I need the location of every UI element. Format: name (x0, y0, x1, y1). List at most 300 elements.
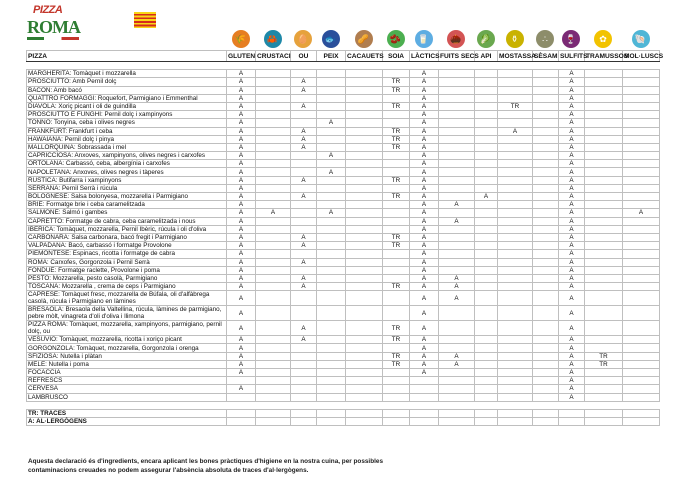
allergen-cell (623, 102, 660, 110)
allergen-cell (623, 176, 660, 184)
pizza-name: BRESAOLA: Bresaola della Valtellina, rúcula, làmines de parmigiano, pebre mòlt, vinagreta d'oli d'oliva i llimona (27, 306, 227, 321)
allergen-cell (498, 344, 533, 352)
legend-empty-cell (346, 409, 383, 417)
allergen-cell: TR (383, 352, 410, 360)
legend-empty-cell (317, 418, 346, 426)
allergen-cell: A (227, 369, 256, 377)
allergen-cell (585, 119, 623, 127)
pizza-name: BRIE: Formatge brie i ceba caramelitzada (27, 201, 227, 209)
pizza-name: FRANKFURT: Frankfurt i ceba (27, 127, 227, 135)
legend-empty-cell (410, 418, 439, 426)
allergen-cell: TR (383, 233, 410, 241)
spacer-cell (623, 401, 660, 409)
allergen-cell (623, 242, 660, 250)
allergen-cell (317, 233, 346, 241)
allergen-cell (498, 168, 533, 176)
allergen-cell: A (559, 102, 585, 110)
table-row (27, 111, 660, 119)
table-row (27, 160, 660, 168)
allergen-cell (383, 274, 410, 282)
allergen-cell (498, 291, 533, 306)
allergen-cell (498, 385, 533, 393)
allergen-cell: A (227, 135, 256, 143)
allergen-cell: A (410, 209, 439, 217)
pizza-name: SALMONE: Salmó i gambes (27, 209, 227, 217)
allergen-cell (291, 152, 317, 160)
allergen-table (26, 50, 664, 426)
allergen-cell: A (227, 152, 256, 160)
sulphites-icon: 🍷 (562, 30, 580, 48)
allergen-cell (533, 321, 559, 336)
soy-icon: 🫘 (387, 30, 405, 48)
allergen-cell: A (410, 233, 439, 241)
pizza-name: TOSCANA: Mozzarella , crema de ceps i Parmigiano (27, 283, 227, 291)
legend-empty-cell (498, 409, 533, 417)
legend-empty-cell (475, 418, 498, 426)
allergen-cell (475, 201, 498, 209)
gluten-icon: 🌾 (232, 30, 250, 48)
legend-empty-cell (317, 409, 346, 417)
allergen-cell (585, 306, 623, 321)
allergen-cell (533, 225, 559, 233)
allergen-cell: A (410, 193, 439, 201)
allergen-cell (623, 233, 660, 241)
allergen-cell (383, 119, 410, 127)
allergen-cell: A (439, 283, 475, 291)
allergen-cell (317, 111, 346, 119)
allergen-cell (346, 377, 383, 385)
allergen-cell (291, 217, 317, 225)
table-row (27, 168, 660, 176)
allergen-cell (475, 274, 498, 282)
legend-empty-cell (475, 409, 498, 417)
allergen-cell: A (227, 250, 256, 258)
pizza-name: CAPRICCIOSA: Anxoves, xampinyons, olives negres i carxofes (27, 152, 227, 160)
allergen-cell (623, 168, 660, 176)
allergen-cell (291, 344, 317, 352)
pizza-name: NAPOLETANA: Anxoves, olives negres i tàperes (27, 168, 227, 176)
allergen-cell (439, 119, 475, 127)
allergen-cell (256, 306, 291, 321)
spacer-cell (559, 62, 585, 70)
allergen-cell (623, 291, 660, 306)
allergen-cell (346, 217, 383, 225)
allergen-cell: A (559, 201, 585, 209)
allergen-cell (346, 360, 383, 368)
allergen-cell (291, 119, 317, 127)
allergen-cell (317, 184, 346, 192)
allergen-cell (533, 360, 559, 368)
allergen-cell (383, 393, 410, 401)
table-row (27, 102, 660, 110)
allergen-cell (346, 86, 383, 94)
allergen-cell (475, 184, 498, 192)
allergen-cell (475, 242, 498, 250)
allergen-cell (439, 344, 475, 352)
allergen-cell (256, 291, 291, 306)
allergen-cell (346, 160, 383, 168)
allergen-cell (498, 336, 533, 344)
allergen-cell: A (559, 344, 585, 352)
allergen-cell (623, 344, 660, 352)
allergen-cell (623, 352, 660, 360)
allergen-cell: A (410, 168, 439, 176)
allergen-cell: A (227, 283, 256, 291)
allergen-cell (291, 250, 317, 258)
allergen-cell: A (291, 283, 317, 291)
allergen-cell (623, 135, 660, 143)
spacer-cell (346, 62, 383, 70)
allergen-cell: A (227, 94, 256, 102)
allergen-cell (533, 135, 559, 143)
allergen-cell (533, 201, 559, 209)
allergen-cell: A (227, 291, 256, 306)
allergen-cell (498, 225, 533, 233)
allergen-cell (585, 78, 623, 86)
allergen-cell: TR (383, 127, 410, 135)
allergen-cell: A (410, 225, 439, 233)
allergen-cell: A (410, 250, 439, 258)
allergen-cell (623, 283, 660, 291)
allergen-cell (383, 266, 410, 274)
allergen-cell: A (559, 135, 585, 143)
allergen-cell (439, 152, 475, 160)
allergen-cell: A (227, 352, 256, 360)
allergen-cell (410, 377, 439, 385)
legend-empty-cell (291, 409, 317, 417)
allergen-cell (317, 377, 346, 385)
pizza-name: CAPRETTO: Formatge de cabra, ceba caramelitzada i nous (27, 217, 227, 225)
allergen-cell: A (227, 70, 256, 78)
allergen-cell (585, 184, 623, 192)
allergen-cell (533, 385, 559, 393)
allergen-cell (227, 393, 256, 401)
allergen-cell: A (410, 152, 439, 160)
allergen-cell (317, 344, 346, 352)
allergen-cell (256, 201, 291, 209)
column-header: LÀCTICS (411, 52, 440, 60)
allergen-cell: A (559, 274, 585, 282)
table-row (27, 250, 660, 258)
allergen-cell (346, 250, 383, 258)
allergen-cell (623, 127, 660, 135)
allergen-cell (623, 94, 660, 102)
column-header: OU (291, 51, 317, 62)
spacer-row (27, 62, 660, 70)
fish-icon: 🐟 (322, 30, 340, 48)
allergen-cell: A (410, 369, 439, 377)
allergen-cell (346, 78, 383, 86)
allergen-cell: A (559, 127, 585, 135)
allergen-cell (498, 70, 533, 78)
allergen-cell (475, 377, 498, 385)
legend-a: A: AL·LERGÒGENS (27, 418, 227, 426)
allergen-cell: A (291, 274, 317, 282)
allergen-cell (475, 225, 498, 233)
allergen-cell (439, 377, 475, 385)
allergen-cell (291, 352, 317, 360)
allergen-cell (291, 369, 317, 377)
allergen-cell (439, 111, 475, 119)
column-header: FUITS SECS (440, 52, 479, 60)
allergen-cell: A (559, 352, 585, 360)
allergen-cell (475, 102, 498, 110)
allergen-cell (410, 393, 439, 401)
allergen-cell: A (317, 119, 346, 127)
allergen-cell (256, 385, 291, 393)
table-row (27, 274, 660, 282)
allergen-cell: A (227, 168, 256, 176)
pizza-name: PIZZA ROMA: Tomàquet, mozzarella, xampinyons, parmigiano, pernil dolç, ou (27, 321, 227, 336)
allergen-cell (256, 377, 291, 385)
allergen-cell: TR (383, 86, 410, 94)
column-header: GLUTEN (228, 52, 256, 60)
allergen-cell (439, 70, 475, 78)
allergen-cell: A (410, 176, 439, 184)
allergen-cell (475, 283, 498, 291)
allergen-cell (256, 127, 291, 135)
allergen-cell: A (227, 143, 256, 151)
table-row (27, 352, 660, 360)
allergen-cell (383, 152, 410, 160)
allergen-cell: A (559, 258, 585, 266)
allergen-cell (498, 176, 533, 184)
allergen-cell (585, 369, 623, 377)
allergen-cell (256, 242, 291, 250)
legend-empty-cell (559, 418, 585, 426)
allergen-cell (410, 385, 439, 393)
allergen-cell (383, 201, 410, 209)
allergen-cell (346, 385, 383, 393)
allergen-cell: A (227, 78, 256, 86)
allergen-cell (498, 86, 533, 94)
allergen-cell: TR (585, 360, 623, 368)
allergen-cell: A (227, 321, 256, 336)
allergen-cell (317, 274, 346, 282)
pizza-name: MELE: Nutella i poma (27, 360, 227, 368)
allergen-cell (585, 86, 623, 94)
allergen-cell (291, 160, 317, 168)
allergen-cell (346, 393, 383, 401)
mustard-icon: ⚱ (506, 30, 524, 48)
legend-empty-cell (559, 409, 585, 417)
table-row (27, 321, 660, 336)
allergen-cell (291, 306, 317, 321)
allergen-cell (585, 217, 623, 225)
pizza-name: MALLORQUINA: Sobrassada i mel (27, 143, 227, 151)
allergen-cell (585, 344, 623, 352)
allergen-cell: A (227, 193, 256, 201)
table-row (27, 233, 660, 241)
table-row (27, 70, 660, 78)
allergen-cell (475, 336, 498, 344)
table-row (27, 369, 660, 377)
spacer-cell (227, 62, 256, 70)
spacer-cell (533, 401, 559, 409)
allergen-cell (317, 86, 346, 94)
allergen-cell: TR (498, 102, 533, 110)
allergen-cell (227, 377, 256, 385)
allergen-cell: A (559, 336, 585, 344)
allergen-cell (533, 143, 559, 151)
allergen-cell (383, 225, 410, 233)
allergen-cell: A (559, 111, 585, 119)
allergen-cell (533, 217, 559, 225)
allergen-cell: A (410, 201, 439, 209)
allergen-cell (256, 184, 291, 192)
allergen-cell (585, 111, 623, 119)
allergen-cell: A (410, 86, 439, 94)
legend-empty-cell (623, 418, 660, 426)
allergen-cell (439, 242, 475, 250)
allergen-cell (439, 336, 475, 344)
allergen-cell (498, 306, 533, 321)
allergen-cell (317, 258, 346, 266)
allergen-cell (317, 127, 346, 135)
allergen-cell (475, 266, 498, 274)
legend-empty-cell (410, 409, 439, 417)
allergen-cell (439, 369, 475, 377)
legend-empty-cell (291, 418, 317, 426)
allergen-cell (439, 143, 475, 151)
pizza-name: VESUVIO: Tomàquet, mozzarella, ricotta i xoriço picant (27, 336, 227, 344)
allergen-cell (346, 274, 383, 282)
column-header: SULFITS (560, 52, 588, 60)
allergen-cell (585, 152, 623, 160)
allergen-cell (533, 377, 559, 385)
allergen-cell: A (410, 135, 439, 143)
column-header: CACAUETS (347, 52, 384, 60)
allergen-cell (346, 242, 383, 250)
allergen-icons-row (0, 30, 690, 50)
allergen-cell: A (291, 143, 317, 151)
table-row (27, 360, 660, 368)
spacer-cell (475, 62, 498, 70)
allergen-cell (346, 283, 383, 291)
allergen-cell (623, 321, 660, 336)
allergen-cell: A (291, 336, 317, 344)
table-row (27, 258, 660, 266)
allergen-cell (475, 393, 498, 401)
allergen-cell: TR (383, 143, 410, 151)
allergen-cell (291, 94, 317, 102)
allergen-cell (256, 86, 291, 94)
table-row (27, 377, 660, 385)
allergen-cell (533, 393, 559, 401)
allergen-cell (317, 193, 346, 201)
allergen-cell: A (559, 78, 585, 86)
allergen-cell (317, 283, 346, 291)
spacer-cell (227, 401, 256, 409)
disclaimer-note: Aquesta declaració és d'ingredients, encara aplicant les bones pràctiques d'higiene en la nostra cuina, per possibles contaminacions creuades no podem assegurar l'absència absoluta de traces d'al·lergògens. (28, 458, 383, 474)
allergen-cell (533, 111, 559, 119)
allergen-cell (475, 369, 498, 377)
allergen-cell: A (291, 135, 317, 143)
allergen-cell (346, 291, 383, 306)
allergen-cell (475, 143, 498, 151)
allergen-cell (346, 321, 383, 336)
allergen-cell (585, 135, 623, 143)
allergen-cell (439, 94, 475, 102)
legend-empty-cell (439, 409, 475, 417)
allergen-cell (439, 86, 475, 94)
allergen-cell (533, 266, 559, 274)
allergen-cell: A (559, 225, 585, 233)
legend-empty-cell (256, 409, 291, 417)
allergen-cell: A (559, 160, 585, 168)
allergen-cell (439, 135, 475, 143)
allergen-cell: TR (383, 193, 410, 201)
nuts-icon: 🌰 (447, 30, 465, 48)
allergen-cell: A (439, 201, 475, 209)
allergen-cell: A (410, 242, 439, 250)
logo-bottom-text: ROMA (27, 17, 80, 37)
legend-empty-cell (256, 418, 291, 426)
allergen-cell: A (559, 360, 585, 368)
allergen-cell: A (559, 250, 585, 258)
allergen-cell (346, 168, 383, 176)
legend-row (27, 418, 660, 426)
allergen-cell (585, 377, 623, 385)
allergen-cell (533, 176, 559, 184)
allergen-cell: A (227, 233, 256, 241)
allergen-cell: A (227, 344, 256, 352)
allergen-cell (383, 184, 410, 192)
allergen-cell (256, 135, 291, 143)
pizza-name: ORTOLANA: Carbassó, ceba, albergínia i carxofes (27, 160, 227, 168)
allergen-cell (475, 352, 498, 360)
allergen-cell (346, 152, 383, 160)
allergen-cell (475, 209, 498, 217)
allergen-cell: TR (383, 102, 410, 110)
allergen-cell: A (291, 233, 317, 241)
legend-empty-cell (227, 418, 256, 426)
allergen-cell (623, 184, 660, 192)
table-row (27, 209, 660, 217)
pizza-name: FONDUE: Formatge raclette, Provolone i poma (27, 266, 227, 274)
allergen-cell (317, 135, 346, 143)
allergen-cell (533, 283, 559, 291)
allergen-cell (383, 344, 410, 352)
allergen-cell (533, 352, 559, 360)
allergen-cell (346, 233, 383, 241)
allergen-cell (585, 258, 623, 266)
allergen-cell (346, 266, 383, 274)
allergen-cell: A (291, 176, 317, 184)
legend-empty-cell (585, 409, 623, 417)
allergen-cell (317, 102, 346, 110)
allergen-cell (585, 143, 623, 151)
spacer-cell (498, 62, 533, 70)
legend-empty-cell (346, 418, 383, 426)
allergen-cell (475, 291, 498, 306)
allergen-cell (498, 217, 533, 225)
allergen-cell (346, 94, 383, 102)
allergen-cell (533, 102, 559, 110)
allergen-cell (475, 233, 498, 241)
allergen-cell: A (410, 217, 439, 225)
allergen-cell (383, 369, 410, 377)
allergen-cell (623, 143, 660, 151)
allergen-cell (585, 193, 623, 201)
allergen-cell (498, 233, 533, 241)
allergen-cell: A (410, 102, 439, 110)
allergen-cell (498, 242, 533, 250)
allergen-cell (439, 78, 475, 86)
allergen-cell (439, 321, 475, 336)
pizza-name: ROMA: Carxofes, Gorgonzola i Pernil Serrà (27, 258, 227, 266)
egg-icon: 🥚 (294, 30, 312, 48)
